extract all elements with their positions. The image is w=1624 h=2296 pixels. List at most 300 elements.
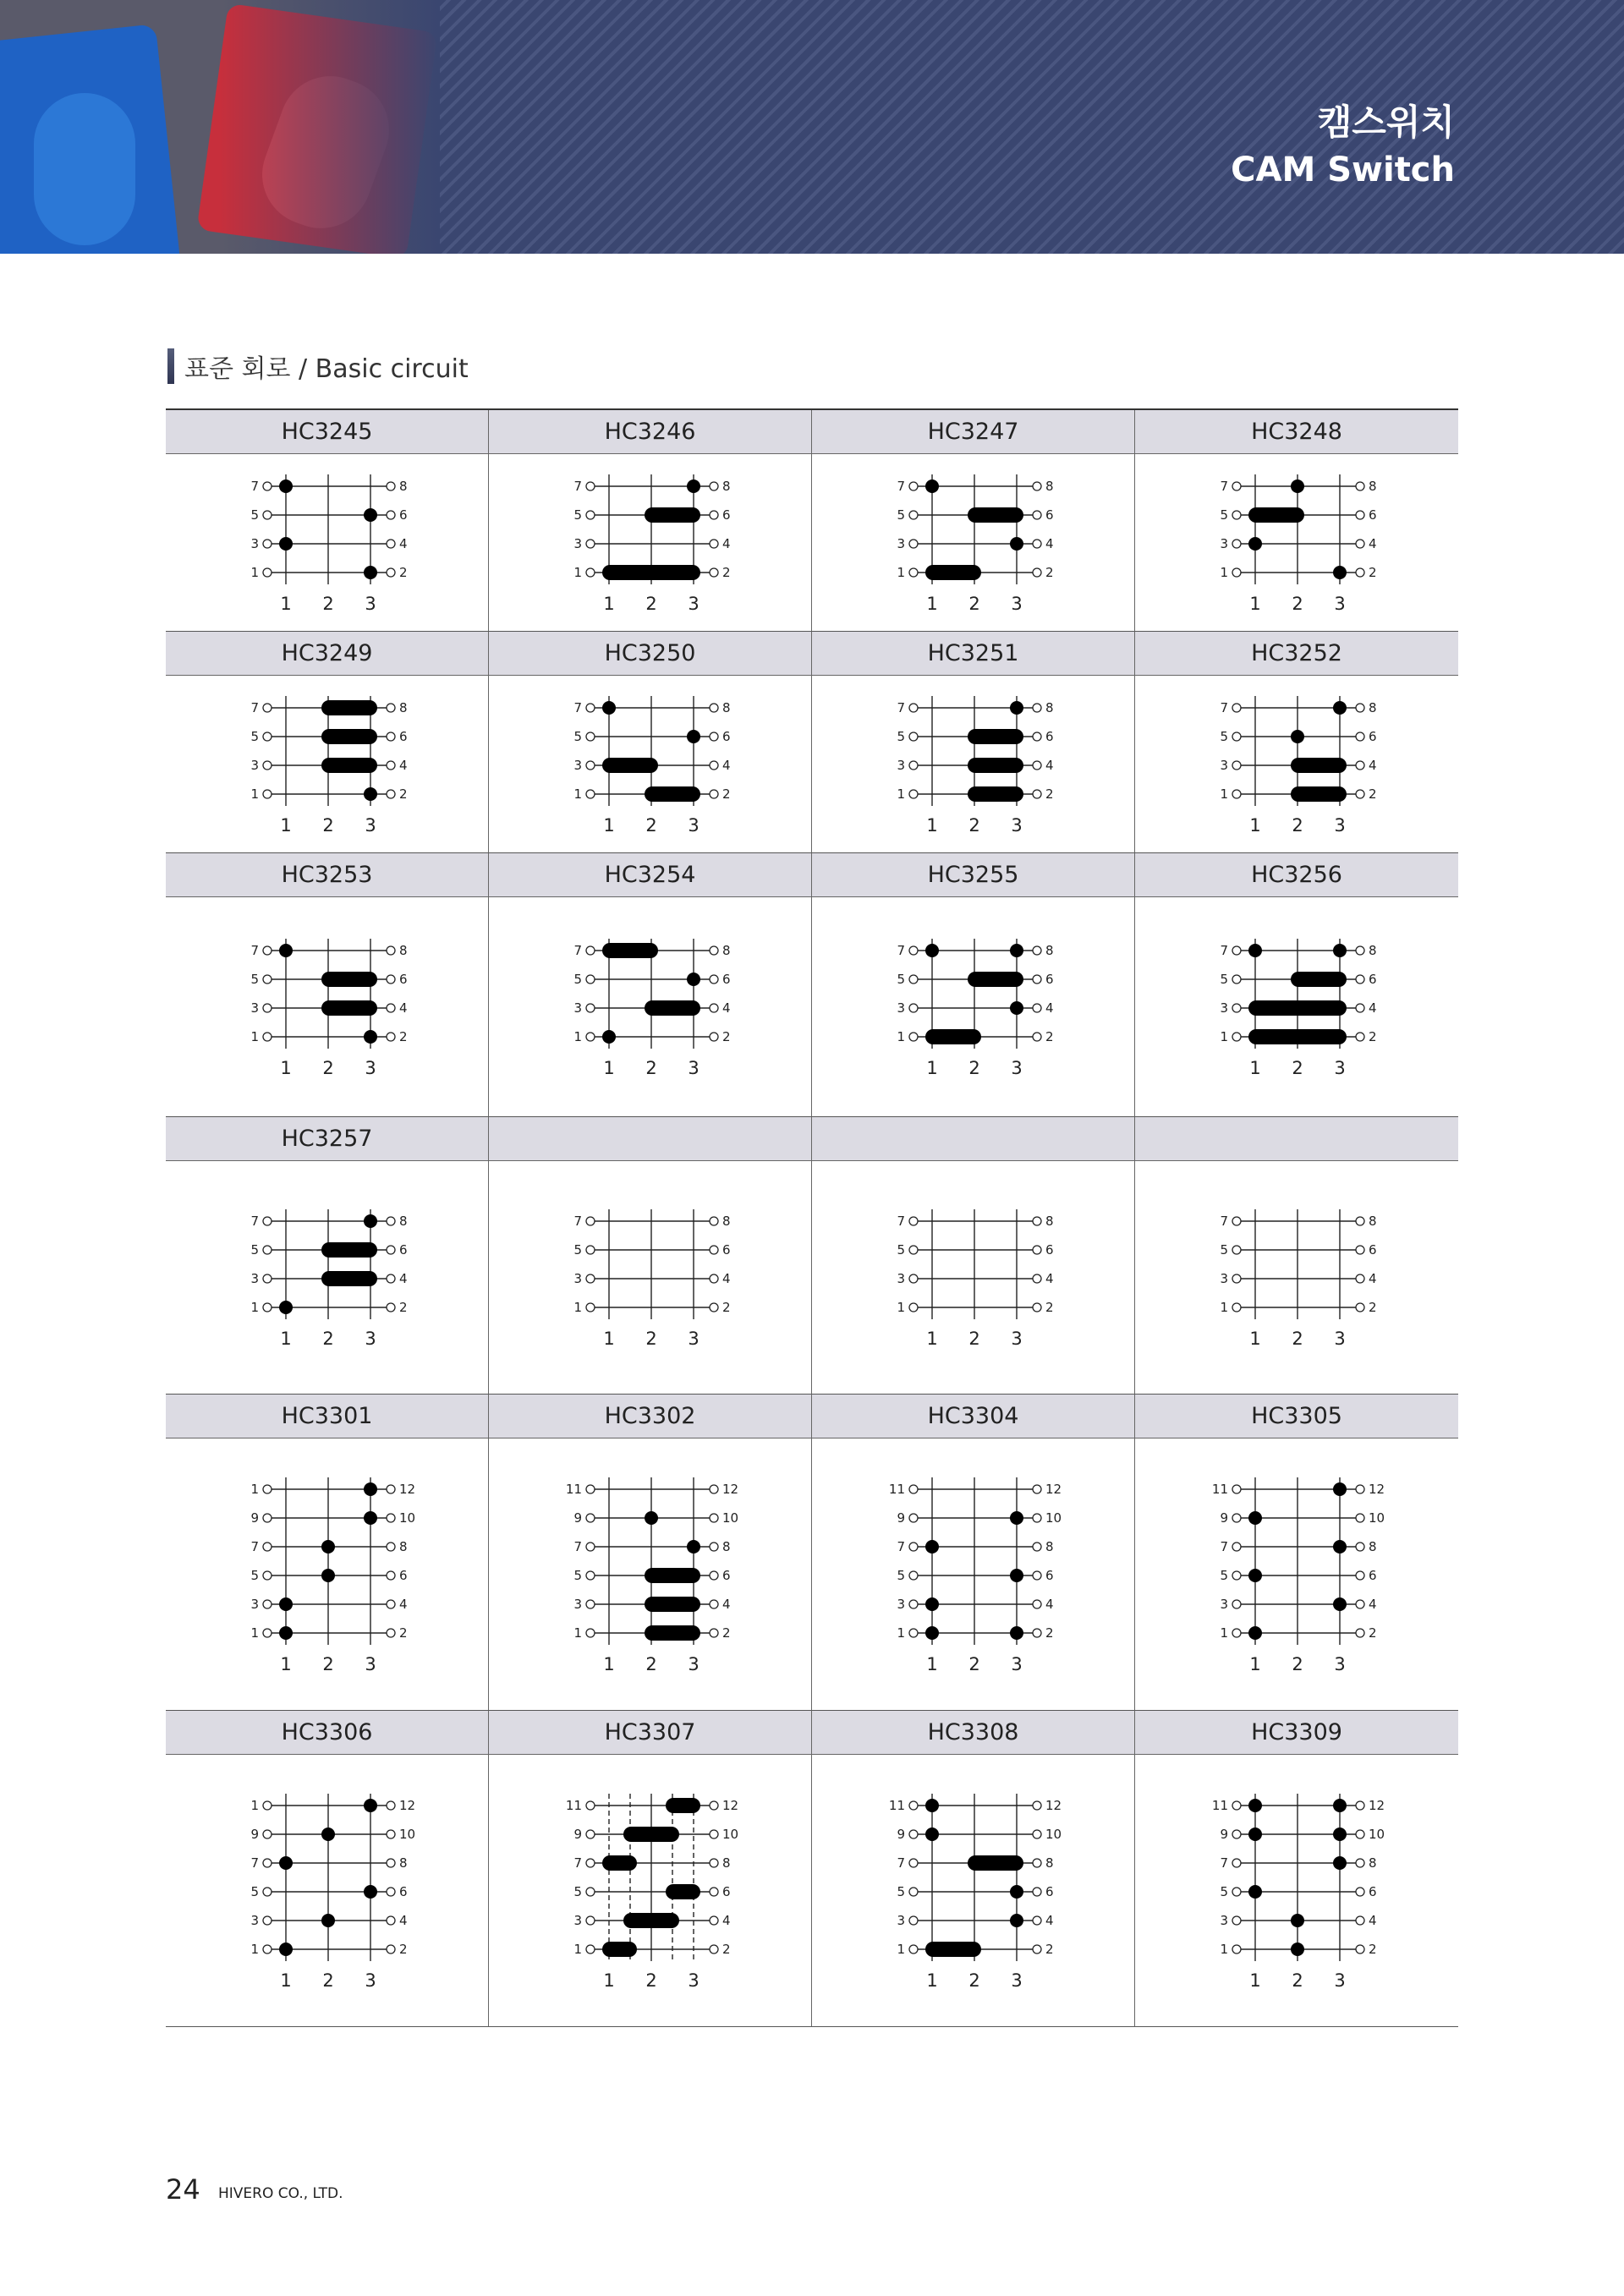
terminal-left-icon [909, 1514, 918, 1522]
terminal-right-icon [710, 1033, 718, 1041]
circuit-diagram [489, 454, 812, 632]
terminal-right-label: 6 [722, 972, 731, 987]
terminal-left-label: 11 [565, 1482, 582, 1497]
terminal-left-icon [263, 1246, 272, 1254]
contact-bar [623, 1913, 679, 1928]
terminal-left-icon [263, 1274, 272, 1283]
position-label: 2 [968, 1329, 980, 1349]
terminal-right-icon [1356, 1217, 1364, 1225]
terminal-right-icon [387, 1033, 395, 1041]
circuit-model-label: HC3247 [812, 410, 1135, 454]
terminal-left-label: 1 [250, 1625, 259, 1641]
circuit-diagram [812, 1755, 1135, 2027]
header-banner [0, 0, 1624, 254]
terminal-right-label: 4 [399, 1597, 408, 1612]
terminal-right-label: 6 [1369, 1884, 1377, 1899]
terminal-left-label: 1 [250, 1798, 259, 1813]
terminal-left-icon [263, 511, 272, 519]
contact-dot [1248, 944, 1262, 957]
position-label: 3 [1011, 815, 1023, 836]
terminal-right-icon [1033, 1830, 1041, 1838]
terminal-left-icon [263, 1888, 272, 1896]
terminal-right-label: 8 [722, 1214, 731, 1229]
terminal-right-icon [1356, 540, 1364, 548]
terminal-left-label: 3 [573, 1000, 582, 1016]
terminal-right-label: 4 [722, 536, 731, 551]
terminal-left-label: 3 [1220, 536, 1228, 551]
terminal-left-icon [909, 482, 918, 490]
position-label: 2 [645, 594, 657, 614]
terminal-right-icon [710, 790, 718, 798]
product-photo [0, 0, 440, 254]
terminal-left-icon [909, 1274, 918, 1283]
terminal-right-label: 8 [722, 479, 731, 494]
terminal-left-icon [1232, 540, 1241, 548]
contact-bar [1248, 507, 1304, 523]
terminal-right-label: 8 [1045, 1214, 1054, 1229]
contact-bar [968, 1855, 1023, 1871]
terminal-right-label: 4 [1045, 1271, 1054, 1286]
circuit-diagram-cell [166, 1755, 489, 2027]
circuit-model-label: HC3246 [489, 410, 812, 454]
contact-bar [968, 507, 1023, 523]
circuit-model-label: HC3301 [166, 1395, 489, 1438]
circuit-diagram [166, 1438, 489, 1711]
terminal-right-label: 10 [1369, 1510, 1385, 1526]
position-label: 3 [688, 594, 700, 614]
terminal-right-label: 8 [1369, 1214, 1377, 1229]
contact-dot [1333, 1856, 1347, 1870]
terminal-right-label: 6 [1045, 729, 1054, 744]
terminal-right-icon [387, 568, 395, 577]
terminal-left-label: 5 [573, 507, 582, 523]
contact-dot [364, 508, 377, 522]
terminal-right-icon [710, 975, 718, 984]
terminal-left-icon [586, 1485, 595, 1493]
terminal-right-label: 8 [399, 943, 408, 958]
contact-bar [321, 700, 377, 715]
contact-bar [645, 786, 700, 802]
circuit-diagram-cell [1135, 454, 1458, 632]
terminal-left-icon [263, 1801, 272, 1810]
circuit-model-label: HC3248 [1135, 410, 1458, 454]
terminal-left-label: 7 [573, 700, 582, 715]
terminal-left-label: 1 [897, 786, 905, 802]
terminal-right-icon [387, 732, 395, 741]
terminal-right-icon [387, 1274, 395, 1283]
terminal-right-icon [710, 1514, 718, 1522]
terminal-left-label: 3 [250, 536, 259, 551]
position-label: 2 [968, 815, 980, 836]
position-label: 3 [688, 1058, 700, 1078]
terminal-right-label: 10 [1045, 1510, 1062, 1526]
contact-bar [925, 1029, 981, 1044]
circuit-model-label: HC3252 [1135, 632, 1458, 676]
position-label: 1 [926, 1058, 938, 1078]
circuit-diagram [1135, 676, 1458, 853]
terminal-right-label: 4 [722, 1271, 731, 1286]
terminal-left-icon [586, 1274, 595, 1283]
terminal-right-icon [387, 1514, 395, 1522]
terminal-right-label: 4 [1369, 1000, 1377, 1016]
terminal-right-icon [387, 1801, 395, 1810]
terminal-right-icon [387, 790, 395, 798]
terminal-right-label: 8 [1369, 1855, 1377, 1871]
terminal-left-label: 3 [250, 1597, 259, 1612]
circuit-diagram-cell [489, 454, 812, 632]
terminal-right-icon [1356, 1801, 1364, 1810]
position-label: 2 [322, 1058, 334, 1078]
contact-dot [925, 1626, 939, 1640]
terminal-left-icon [586, 732, 595, 741]
contact-dot [279, 1856, 293, 1870]
terminal-left-label: 1 [573, 1942, 582, 1957]
terminal-right-icon [387, 1916, 395, 1925]
terminal-right-icon [1356, 946, 1364, 955]
terminal-right-icon [1033, 1945, 1041, 1954]
contact-dot [364, 1799, 377, 1812]
terminal-right-label: 4 [399, 1913, 408, 1928]
contact-dot [364, 1214, 377, 1228]
terminal-right-icon [1033, 1859, 1041, 1867]
terminal-left-label: 7 [250, 479, 259, 494]
terminal-right-icon [1033, 1888, 1041, 1896]
terminal-left-label: 7 [250, 1855, 259, 1871]
position-label: 2 [645, 1970, 657, 1991]
terminal-left-icon [1232, 1945, 1241, 1954]
contact-dot [1010, 1511, 1023, 1525]
contact-bar [321, 729, 377, 744]
circuit-model-label: HC3306 [166, 1711, 489, 1755]
contact-dot [1010, 1914, 1023, 1927]
circuit-diagram-cell [166, 1438, 489, 1711]
terminal-right-label: 8 [1369, 943, 1377, 958]
position-label: 1 [280, 1329, 292, 1349]
terminal-left-icon [909, 511, 918, 519]
terminal-left-label: 11 [1211, 1482, 1228, 1497]
terminal-right-icon [387, 1629, 395, 1637]
circuit-model-label: HC3304 [812, 1395, 1135, 1438]
terminal-right-label: 8 [1045, 943, 1054, 958]
terminal-left-icon [909, 1629, 918, 1637]
terminal-right-icon [1033, 1571, 1041, 1580]
position-label: 1 [603, 1058, 615, 1078]
terminal-left-icon [909, 1033, 918, 1041]
terminal-right-label: 6 [722, 1242, 731, 1258]
contact-dot [321, 1540, 335, 1553]
terminal-right-icon [1356, 1543, 1364, 1551]
position-label: 1 [1249, 815, 1261, 836]
contact-bar [602, 943, 658, 958]
terminal-right-label: 12 [399, 1482, 416, 1497]
circuit-model-label [812, 1117, 1135, 1161]
terminal-left-label: 7 [573, 1214, 582, 1229]
contact-bar [666, 1884, 700, 1899]
terminal-left-icon [263, 732, 272, 741]
circuit-diagram [489, 1438, 812, 1711]
contact-dot [279, 1943, 293, 1956]
terminal-right-label: 8 [722, 1855, 731, 1871]
circuit-header-row [166, 1711, 1458, 1755]
terminal-left-label: 3 [573, 1597, 582, 1612]
terminal-left-label: 9 [250, 1827, 259, 1842]
contact-dot [925, 1799, 939, 1812]
terminal-right-icon [1356, 1916, 1364, 1925]
terminal-left-label: 5 [1220, 972, 1228, 987]
terminal-right-label: 6 [722, 729, 731, 744]
terminal-right-label: 6 [1045, 1242, 1054, 1258]
terminal-right-icon [710, 1246, 718, 1254]
terminal-right-icon [1033, 946, 1041, 955]
terminal-left-icon [586, 1033, 595, 1041]
terminal-right-label: 4 [1045, 536, 1054, 551]
circuit-header-row [166, 853, 1458, 897]
terminal-right-icon [1356, 704, 1364, 712]
circuit-model-label: HC3305 [1135, 1395, 1458, 1438]
position-label: 1 [1249, 1654, 1261, 1674]
terminal-left-icon [1232, 1514, 1241, 1522]
terminal-left-icon [909, 790, 918, 798]
circuit-diagram [1135, 1755, 1458, 2027]
circuit-diagram [1135, 1161, 1458, 1395]
terminal-right-icon [1033, 790, 1041, 798]
terminal-left-label: 3 [1220, 1597, 1228, 1612]
terminal-right-label: 8 [1045, 1855, 1054, 1871]
terminal-right-label: 6 [399, 729, 408, 744]
contact-dot [1291, 479, 1304, 493]
terminal-left-icon [1232, 790, 1241, 798]
position-label: 2 [1292, 815, 1303, 836]
terminal-right-label: 2 [399, 565, 408, 580]
terminal-right-icon [710, 946, 718, 955]
terminal-right-icon [1356, 568, 1364, 577]
circuit-model-label: HC3256 [1135, 853, 1458, 897]
terminal-right-label: 2 [1369, 1625, 1377, 1641]
terminal-right-label: 10 [722, 1827, 739, 1842]
terminal-left-icon [909, 1830, 918, 1838]
terminal-left-label: 7 [1220, 1214, 1228, 1229]
company-name: HIVERO CO., LTD. [218, 2185, 343, 2202]
contact-dot [687, 479, 700, 493]
terminal-left-label: 7 [1220, 943, 1228, 958]
circuit-diagram-cell [1135, 1755, 1458, 2027]
terminal-right-label: 2 [1045, 1942, 1054, 1957]
terminal-right-label: 8 [399, 479, 408, 494]
terminal-left-label: 1 [897, 1625, 905, 1641]
contact-dot [1248, 1885, 1262, 1899]
terminal-left-icon [586, 1888, 595, 1896]
circuit-model-label: HC3307 [489, 1711, 812, 1755]
terminal-right-icon [1033, 511, 1041, 519]
terminal-left-icon [586, 540, 595, 548]
terminal-right-label: 6 [399, 507, 408, 523]
terminal-right-icon [1356, 1629, 1364, 1637]
terminal-left-label: 1 [573, 786, 582, 802]
circuit-diagram-cell [489, 1438, 812, 1711]
terminal-right-label: 4 [1045, 1000, 1054, 1016]
terminal-right-icon [710, 1801, 718, 1810]
circuit-model-label [1135, 1117, 1458, 1161]
position-label: 3 [365, 594, 376, 614]
terminal-right-label: 2 [1369, 1300, 1377, 1315]
position-label: 3 [1011, 1970, 1023, 1991]
circuit-diagram [166, 1755, 489, 2027]
circuit-header-row [166, 410, 1458, 454]
terminal-left-icon [1232, 1217, 1241, 1225]
terminal-right-label: 2 [1045, 786, 1054, 802]
contact-dot [687, 730, 700, 743]
terminal-left-label: 7 [1220, 700, 1228, 715]
terminal-right-icon [387, 1543, 395, 1551]
contact-dot [1333, 1597, 1347, 1611]
circuit-diagram-row [166, 1755, 1458, 2027]
terminal-right-label: 4 [722, 1597, 731, 1612]
terminal-left-label: 1 [897, 1029, 905, 1044]
circuit-diagram-cell [166, 1161, 489, 1395]
terminal-right-icon [1033, 1801, 1041, 1810]
terminal-left-icon [586, 704, 595, 712]
terminal-right-icon [710, 1004, 718, 1012]
terminal-left-label: 3 [897, 1597, 905, 1612]
position-label: 1 [280, 1058, 292, 1078]
terminal-left-icon [263, 1830, 272, 1838]
position-label: 3 [688, 1329, 700, 1349]
terminal-left-label: 3 [897, 758, 905, 773]
terminal-left-icon [909, 1571, 918, 1580]
circuit-diagram-cell [1135, 676, 1458, 853]
terminal-right-icon [387, 1004, 395, 1012]
contact-dot [687, 1540, 700, 1553]
terminal-left-icon [1232, 1600, 1241, 1608]
terminal-right-icon [1356, 1514, 1364, 1522]
terminal-left-label: 5 [250, 1884, 259, 1899]
terminal-right-icon [1033, 482, 1041, 490]
position-label: 3 [365, 815, 376, 836]
terminal-left-icon [263, 761, 272, 770]
circuit-diagram [1135, 454, 1458, 632]
terminal-right-icon [1033, 732, 1041, 741]
contact-bar [1291, 786, 1347, 802]
terminal-right-label: 10 [1045, 1827, 1062, 1842]
position-label: 2 [322, 1970, 334, 1991]
contact-dot [1010, 701, 1023, 715]
terminal-left-label: 3 [250, 1271, 259, 1286]
terminal-left-icon [1232, 1801, 1241, 1810]
contact-dot [364, 1511, 377, 1525]
circuit-diagram [1135, 1438, 1458, 1711]
terminal-left-label: 1 [1220, 565, 1228, 580]
contact-dot [1010, 537, 1023, 551]
terminal-right-label: 4 [1369, 536, 1377, 551]
terminal-left-icon [586, 1246, 595, 1254]
terminal-right-icon [710, 1888, 718, 1896]
terminal-right-label: 8 [1045, 1539, 1054, 1554]
terminal-left-label: 7 [897, 1855, 905, 1871]
terminal-right-label: 8 [1369, 479, 1377, 494]
page-number: 24 [166, 2173, 200, 2206]
contact-dot [1333, 944, 1347, 957]
terminal-left-icon [263, 1629, 272, 1637]
terminal-right-label: 6 [1369, 972, 1377, 987]
position-label: 3 [688, 1654, 700, 1674]
circuit-diagram-cell [812, 1755, 1135, 2027]
contact-dot [602, 701, 616, 715]
terminal-left-icon [909, 1246, 918, 1254]
position-label: 2 [1292, 1970, 1303, 1991]
terminal-right-label: 2 [1045, 1029, 1054, 1044]
contact-dot [1010, 1569, 1023, 1582]
terminal-left-icon [909, 761, 918, 770]
terminal-right-label: 4 [722, 1000, 731, 1016]
terminal-right-icon [1033, 1274, 1041, 1283]
terminal-right-label: 6 [399, 1568, 408, 1583]
terminal-left-icon [263, 1514, 272, 1522]
contact-dot [1333, 1482, 1347, 1496]
terminal-left-label: 5 [897, 972, 905, 987]
position-label: 1 [603, 594, 615, 614]
terminal-left-icon [586, 1004, 595, 1012]
terminal-right-label: 8 [722, 700, 731, 715]
position-label: 1 [926, 594, 938, 614]
terminal-left-label: 3 [897, 1271, 905, 1286]
terminal-right-label: 4 [399, 758, 408, 773]
contact-bar [321, 1000, 377, 1016]
page-title-korean: 캠스위치 [1317, 101, 1455, 143]
terminal-left-icon [909, 704, 918, 712]
terminal-right-label: 6 [399, 1242, 408, 1258]
circuit-diagram [166, 454, 489, 632]
terminal-left-icon [909, 1945, 918, 1954]
position-label: 3 [1334, 815, 1346, 836]
terminal-right-label: 6 [1045, 1568, 1054, 1583]
position-label: 3 [1334, 1329, 1346, 1349]
terminal-left-label: 3 [897, 536, 905, 551]
terminal-right-label: 2 [399, 1029, 408, 1044]
terminal-right-label: 4 [1369, 1597, 1377, 1612]
contact-dot [321, 1569, 335, 1582]
terminal-left-icon [263, 1303, 272, 1312]
terminal-right-icon [1033, 540, 1041, 548]
terminal-right-icon [1356, 1274, 1364, 1283]
page-title-english: CAM Switch [1231, 151, 1455, 189]
terminal-right-icon [1033, 975, 1041, 984]
terminal-right-icon [1356, 1033, 1364, 1041]
contact-bar [602, 1942, 637, 1957]
terminal-left-icon [1232, 1303, 1241, 1312]
terminal-left-label: 7 [1220, 1539, 1228, 1554]
contact-dot [1291, 1914, 1304, 1927]
terminal-left-icon [1232, 761, 1241, 770]
circuit-diagram [166, 1161, 489, 1395]
terminal-left-icon [1232, 975, 1241, 984]
terminal-left-label: 7 [897, 943, 905, 958]
position-label: 3 [365, 1654, 376, 1674]
terminal-left-label: 7 [897, 479, 905, 494]
circuit-diagram-cell [812, 897, 1135, 1117]
terminal-right-icon [1356, 1246, 1364, 1254]
terminal-right-label: 12 [1369, 1482, 1385, 1497]
terminal-left-label: 1 [573, 1029, 582, 1044]
terminal-left-icon [909, 1303, 918, 1312]
terminal-right-icon [1356, 1004, 1364, 1012]
circuit-diagram-cell [166, 897, 489, 1117]
terminal-right-label: 2 [399, 1625, 408, 1641]
terminal-left-icon [263, 1543, 272, 1551]
terminal-left-label: 1 [897, 565, 905, 580]
terminal-left-icon [263, 1217, 272, 1225]
position-label: 2 [1292, 1329, 1303, 1349]
terminal-left-label: 7 [250, 1539, 259, 1554]
